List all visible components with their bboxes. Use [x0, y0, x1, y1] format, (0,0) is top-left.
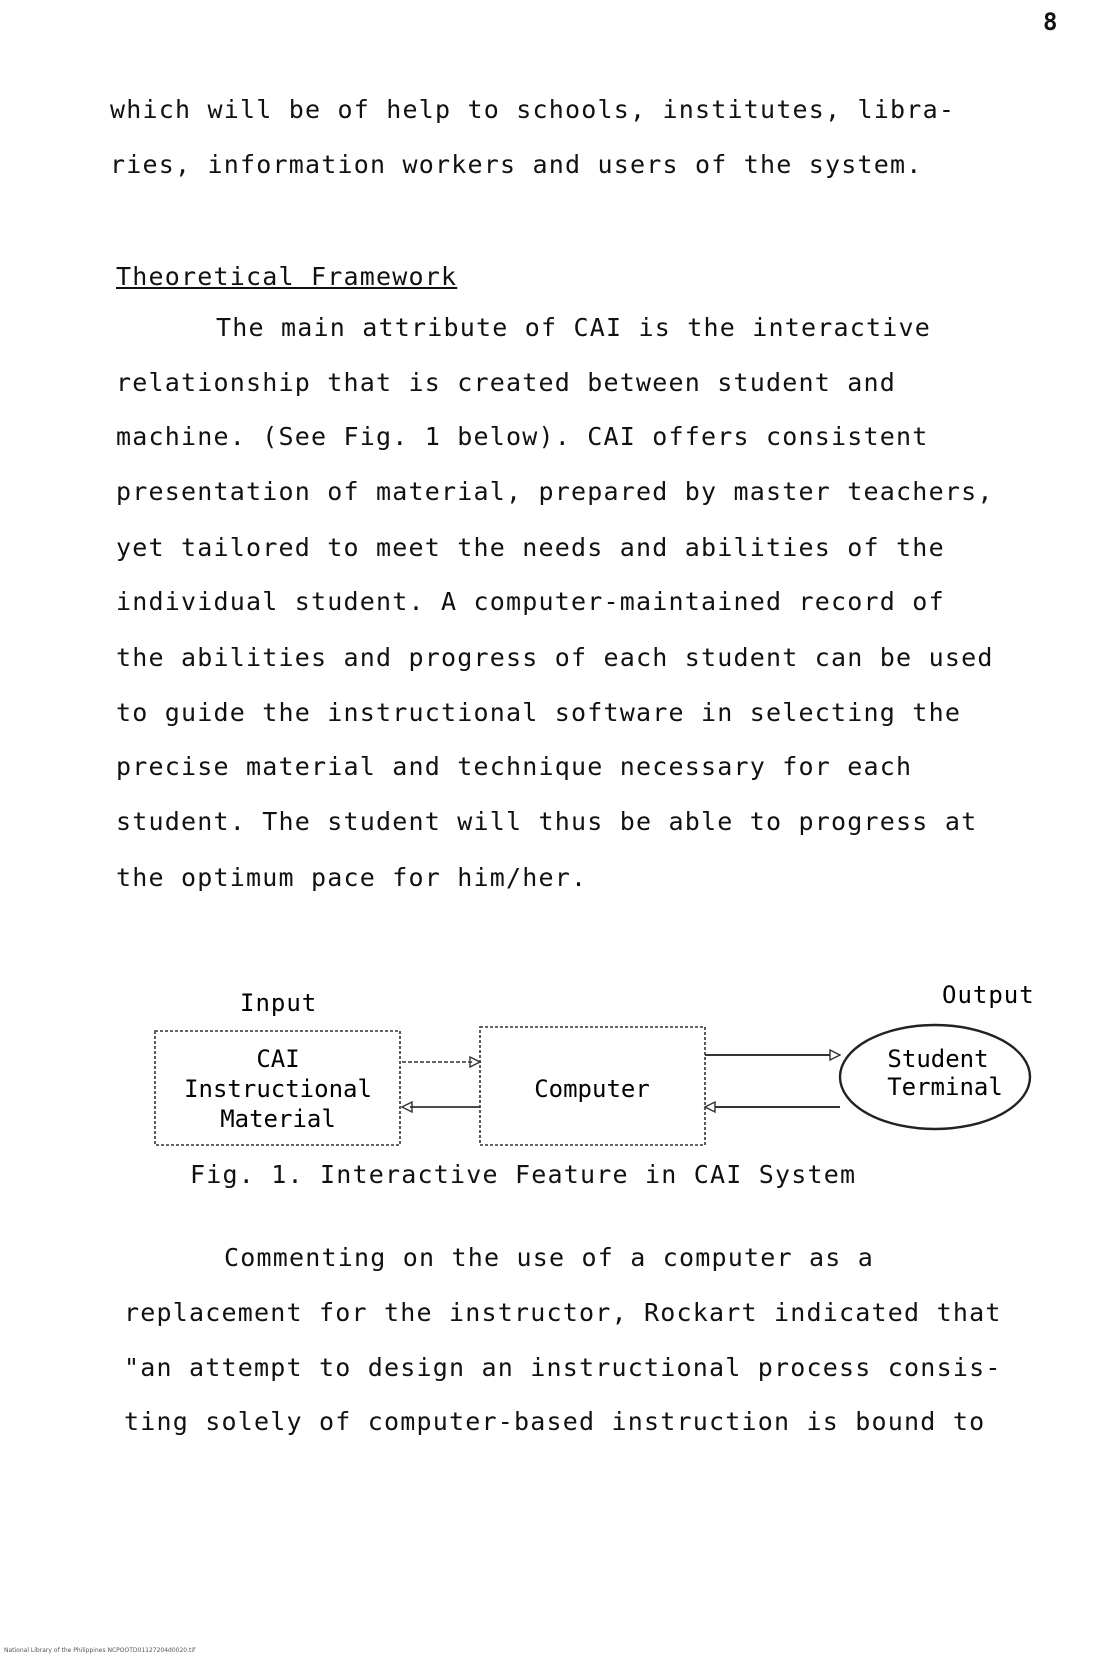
box1-line: Instructional — [184, 1075, 372, 1103]
scan-footer: National Library of the Philippines NCPOOTD01127204d0020.tif — [4, 1647, 196, 1654]
text-line: individual student. A computer-maintained record of — [116, 587, 945, 616]
cai-diagram — [150, 985, 1100, 1185]
text-line: "an attempt to design an instructional process consis- — [124, 1353, 1002, 1382]
text-line: The main attribute of CAI is the interactive — [216, 313, 932, 342]
text-line: relationship that is created between student and — [116, 368, 897, 397]
box3-line: Terminal — [887, 1073, 1003, 1101]
text-line: the abilities and progress of each student can be used — [116, 643, 994, 672]
text-line: yet tailored to meet the needs and abilities of the — [116, 533, 945, 562]
box3-line: Student — [887, 1045, 989, 1073]
box1-line: Material — [220, 1105, 336, 1133]
text-line: ries, information workers and users of the system. — [110, 150, 923, 179]
computer-label: Computer — [534, 1075, 650, 1103]
text-line: ting solely of computer-based instruction is bound to — [124, 1407, 986, 1436]
text-line: presentation of material, prepared by master teachers, — [116, 477, 994, 506]
text-line: the optimum pace for him/her. — [116, 863, 588, 892]
input-label: Input — [240, 989, 318, 1017]
page-number: 8 — [1043, 8, 1058, 36]
text-line: which will be of help to schools, institutes, libra- — [110, 95, 956, 124]
text-line: to guide the instructional software in selecting the — [116, 698, 962, 727]
arrow-head — [705, 1102, 715, 1112]
arrow-head — [830, 1050, 840, 1060]
figure-caption: Fig. 1. Interactive Feature in CAI System — [190, 1160, 857, 1189]
text-line: student. The student will thus be able to progress at — [116, 807, 978, 836]
text-line: replacement for the instructor, Rockart indicated that — [124, 1298, 1002, 1327]
text-line: precise material and technique necessary for each — [116, 752, 913, 781]
section-heading: Theoretical Framework — [116, 262, 458, 291]
text-line: machine. (See Fig. 1 below). CAI offers consistent — [116, 422, 929, 451]
output-label: Output — [942, 985, 1035, 1009]
box1-line: CAI — [256, 1045, 300, 1073]
text-line: Commenting on the use of a computer as a — [224, 1243, 875, 1272]
